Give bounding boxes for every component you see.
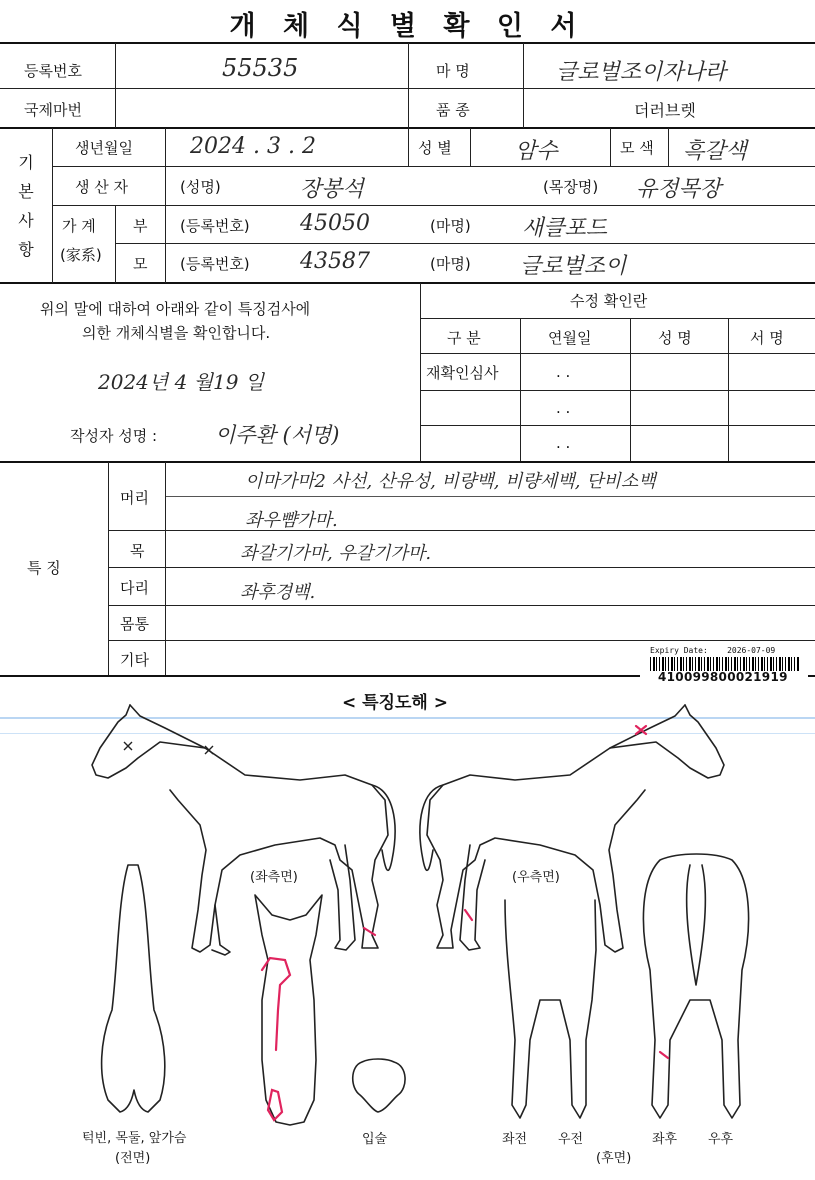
sire-name-value: 새클포드 xyxy=(522,216,608,241)
right-front-caption: 우전 xyxy=(558,1132,584,1147)
rear-label: (후면) xyxy=(596,1151,632,1166)
front-caption: 턱빈, 목둘, 앞가슴 xyxy=(82,1131,187,1146)
sire-reg-label: (등록번호) xyxy=(180,217,250,235)
breeder-name-label: (성명) xyxy=(180,178,221,196)
body-label: 몸통 xyxy=(120,615,149,633)
author-value: 이주환 (서명) xyxy=(215,423,340,447)
dam-name-label: (마명) xyxy=(430,255,471,273)
name-label: 마 명 xyxy=(436,62,470,80)
reg-no-value: 55535 xyxy=(222,54,299,82)
left-hind-caption: 좌후 xyxy=(652,1132,678,1147)
sire-reg-value: 45050 xyxy=(300,211,370,236)
dam-name-value: 글로벌조이 xyxy=(520,254,627,279)
revision-row2-date: . . xyxy=(556,399,571,417)
farm-value: 유정목장 xyxy=(636,177,722,202)
features-section-label: 특 징 xyxy=(27,559,61,577)
revision-col-name: 성 명 xyxy=(658,329,692,347)
intl-no-label: 국제마번 xyxy=(24,101,82,119)
head-label: 머리 xyxy=(120,489,149,507)
revision-col-date: 연월일 xyxy=(548,329,592,347)
rear-leg-mark xyxy=(660,1052,668,1058)
farm-label: (목장명) xyxy=(543,178,599,196)
sex-label: 성 별 xyxy=(418,139,452,157)
feature-marks xyxy=(262,726,668,1120)
name-value: 글로벌조이자나라 xyxy=(556,60,727,85)
sex-value: 암수 xyxy=(515,139,558,164)
sire-name-label: (마명) xyxy=(430,217,471,235)
revision-col-type: 구 분 xyxy=(447,329,481,347)
revision-row3-date: . . xyxy=(556,434,571,452)
dam-reg-value: 43587 xyxy=(300,249,370,274)
front-view-horse xyxy=(102,865,165,1112)
head-value-line1: 이마가마2 사선, 산유성, 비량백, 비량세백, 단비소백 xyxy=(245,471,656,492)
lips-caption: 입술 xyxy=(362,1132,388,1147)
diagram-title: < 특징도해 > xyxy=(342,693,449,713)
document-title: 개 체 식 별 확 인 서 xyxy=(229,11,586,42)
revision-row1-type: 재확인심사 xyxy=(426,364,499,382)
confirm-date: 2024년 4 월19 일 xyxy=(98,370,265,394)
neck-value: 좌갈기가마, 우갈기가마. xyxy=(240,543,432,564)
head-front-view xyxy=(255,895,322,1125)
left-front-caption: 좌전 xyxy=(502,1132,528,1147)
etc-label: 기타 xyxy=(120,651,149,669)
coat-value: 흑갈색 xyxy=(683,139,747,164)
barcode-expiry: Expiry Date: 2026-07-09 xyxy=(650,646,776,655)
revision-title: 수정 확인란 xyxy=(570,292,648,310)
author-label: 작성자 성명 : xyxy=(70,427,158,445)
front-legs-view xyxy=(505,900,596,1118)
statement-line1: 위의 말에 대하여 아래와 같이 특징검사에 xyxy=(40,300,311,318)
head-value-line2: 좌우뺨가마. xyxy=(245,510,338,531)
leg-value: 좌후경백. xyxy=(240,582,316,603)
nose-mark xyxy=(268,1090,282,1120)
dam-reg-label: (등록번호) xyxy=(180,255,250,273)
lips-view xyxy=(353,1059,405,1112)
dam-label: 모 xyxy=(133,255,148,273)
barcode-number: 410099800021919 xyxy=(658,670,788,684)
left-side-caption: (좌측면) xyxy=(250,870,298,885)
breeder-label: 생 산 자 xyxy=(75,178,129,196)
front-label: (전면) xyxy=(115,1151,151,1166)
left-side-horse xyxy=(92,705,395,955)
right-side-caption: (우측면) xyxy=(512,870,560,885)
revision-col-sign: 서 명 xyxy=(750,329,784,347)
neck-label: 목 xyxy=(130,542,145,560)
left-head-whorl xyxy=(124,742,132,750)
breed-label: 품 종 xyxy=(436,101,470,119)
pedigree-hanja-label: (家系) xyxy=(60,246,102,264)
breed-value: 더러브렛 xyxy=(634,101,696,120)
right-side-horse xyxy=(420,705,724,952)
left-neck-whorl xyxy=(205,746,213,754)
basic-section-text: 기본사항 xyxy=(18,153,34,259)
birth-value: 2024 . 3 . 2 xyxy=(190,134,316,159)
breeder-name-value: 장봉석 xyxy=(300,177,364,202)
right-leg-mark xyxy=(465,910,472,920)
reg-no-label: 등록번호 xyxy=(24,62,82,80)
statement-line2: 의한 개체식별을 확인합니다. xyxy=(82,324,271,342)
leg-label: 다리 xyxy=(120,579,149,597)
right-hind-caption: 우후 xyxy=(708,1132,734,1147)
hind-view xyxy=(643,854,748,1118)
revision-row1-date: . . xyxy=(556,363,571,381)
sire-label: 부 xyxy=(133,217,148,235)
birth-label: 생년월일 xyxy=(75,139,133,157)
coat-label: 모 색 xyxy=(620,139,654,157)
pedigree-label: 가 계 xyxy=(62,217,96,235)
